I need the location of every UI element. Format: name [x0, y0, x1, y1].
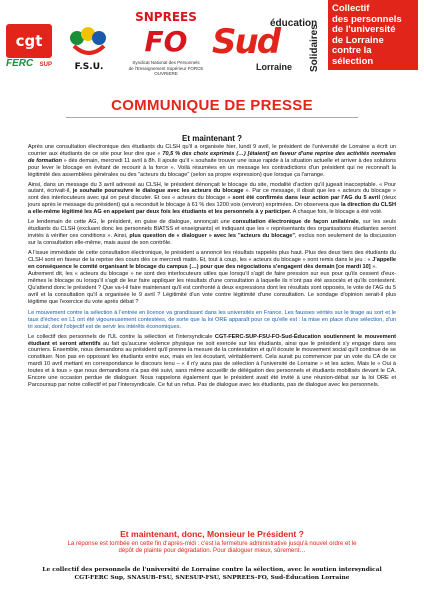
paragraph-text: ». — [370, 263, 377, 270]
fsu-emblem-icon — [68, 24, 110, 58]
collectif-line: de Lorraine — [332, 34, 384, 46]
collectif-line: Collectif — [332, 3, 370, 14]
sud-logo-word: Sud — [212, 22, 280, 62]
collectif-line: des personnels — [332, 13, 402, 25]
paragraph-emphasis: la direction du CLSH a elle-même légitimé les AG en appelant par deux fois les étudiants et les personnels à y participer. — [28, 202, 396, 216]
snprees-fo-logo — [126, 10, 206, 76]
collectif-logo — [328, 0, 418, 70]
footer-line: CGT-FERC Sup, SNASUB-FSU, SNESUP-FSU, SNPREES-FO, Sud-Éducation Lorraine — [74, 574, 350, 581]
fo-logo-mark: FO — [144, 25, 188, 58]
fo-logo-subtitle: de l'Enseignement Supérieur FORCE OUVRIERE — [128, 66, 204, 76]
paragraph-emphasis: plus question de « dialoguer » avec les "acteurs du blocage" — [129, 232, 296, 239]
paragraph-emphasis: 70,5 % des choix exprimés (…) [étaient] en faveur d'une reprise des activités normales de formation — [28, 150, 396, 164]
paragraph-emphasis: je souhaite poursuivre le dialogue avec les acteurs du blocage — [72, 188, 244, 195]
cgt-logo-mark: cgt — [6, 24, 52, 58]
closing-line: La réponse est tombée en cette fin d'après-midi : c'est la fermeture administrative jusqu'à nouvel ordre et le — [67, 540, 357, 547]
sud-logo-region: Lorraine — [256, 62, 293, 72]
sud-education-logo — [212, 14, 322, 76]
paragraph-text: , sur les seuls étudiants du CLSH (excluant donc les personnels BIATSS et enseignants) et indiquant que les « représentants des organisations étudiantes seront invités à vérifier ces conditions ». Ainsi, — [28, 219, 397, 239]
paragraph-text: » dès demain, mercredi 11 avril à 8h. Il ajoute qu'il « souhaite trouver une issue rapide à la situation actuelle et arriver à des solutions pour lever le blocage en évitant de recourir à la force ». Voilà résumées en un message les contradictions d'un président qui ne reconnaît la légitimité des assemblées générales ou des "acteurs du blocage" (selon sa propre expression) que lorsque ça l'arrange. — [28, 157, 396, 178]
paragraph-text: ». Par ce message, il disait que les « acteurs du blocage » sont des interlocuteurs avec qui on peut discuter. Et ces « acteurs du blocage » — [28, 188, 396, 202]
fsu-logo — [64, 24, 114, 76]
sud-logo-education: éducation — [270, 18, 318, 29]
paragraph-emphasis: sont été confirmés dans leur action par l'AG du 5 avril — [232, 195, 381, 202]
paragraph — [28, 219, 396, 247]
paragraph-text: Le lendemain de cette AG, le président, en guise de dialogue, annonçait une — [28, 219, 233, 226]
collectif-line: de l'université — [332, 24, 396, 35]
collectif-line: sélection — [332, 55, 374, 67]
paragraph — [28, 334, 396, 389]
cgt-logo-sup: SUP — [39, 62, 52, 68]
fo-logo-subtitle: Syndicat National des Personnels — [132, 60, 200, 65]
cgt-logo-ferc: FERC — [6, 58, 34, 69]
paragraph-text: Autrement dit, les « acteurs du blocage » ne sont des interlocuteurs utiles que lorsqu'il s'agit de faire pression sur eux pour qu'ils cessent d'eux-mêmes le blocage ou lorsqu'il s'agit de leur faire appliquer les résultats d'une consultation à laquelle ils n'ont pas été associés et qu'ils contestent. Qu'attend donc le président ? Que va-t-il faire maintenant qu'il est confronté à deux expressions dont les résultats sont opposés, le vote de l'AG du 5 avril et la consultation qu'il a organisée le 9 avril ? Légitimité d'un vote contre légitimité d'une consultation. Le sondage d'opinion serait-il plus légitime que l'exercice du vote après débat ? — [28, 271, 396, 306]
paragraph-text: (deux jours après le message du président) qui a reconduit le blocage à 61 % des 1200 voix (environ) exprimées. On observera que — [28, 195, 397, 209]
logo-bar — [0, 0, 424, 80]
paragraph: Le mouvement contre la sélection à l'entrée en licence va grandissant dans les universités en France. Les fausses vérités sur le tirage au sort et le taux d'échec en L1 ont été vigoureusement contestées, de sorte que la loi ORE apparaît pour ce qu'elle est : la mise en place d'une sélection, d'un tri social, dont l'objectif est de servir les intérêts économiques. — [28, 309, 396, 330]
paragraph-text: Ainsi, dans un message du 3 avril adressé au CLSH, le président dénonçait le blocage du site, modalité d'action qu'il jugeait inacceptable. « Pour autant, écrivait-il, — [28, 181, 396, 195]
paragraph-emphasis: CGT-FERC-SUP-FSU-FO-Sud-Éducation soutiennent le mouvement étudiant et seront attentifs — [28, 333, 396, 347]
footer-line: Le collectif des personnels de l'université de Lorraine contre la sélection, avec le soutien intersyndical — [42, 566, 382, 573]
cgt-logo — [6, 24, 52, 72]
paragraph — [28, 182, 396, 217]
fo-logo-title: SNPREES — [135, 10, 197, 24]
press-release-body — [28, 134, 396, 392]
paragraph-text: au fait qu'aucune violence physique ne soit exercée sur les étudiants, ainsi que le président s'y engage dans ses courriers. Ensemble, nous demandons au président qu'il prenne la mesure de la contestation et qu'il écoute le mouvement social qu'il continue de se constituer. Non pas en opposant les étudiants entre eux, mais en les écoutant, véritablement. Cela aurait pu commencer par un vote du CA de ce mardi 10 avril mettant en correspondance le discours tenu – « il n'y aura pas de sélection à l'université de Lorraine » et les actes. Mais le « Oui à toutes et à tous » que nous demandions n'a pas été suivi, sans même accueillir de délégation des personnels et étudiants mobilisés devant le CA. Encore une occasion perdue de dialoguer. Nous rappelons également que le président avait été invité à une réunion-débat sur la loi ORE et Parcoursup par notre collectif et par l'intersyndicale. Ce fut un refus. Pas de dialogue avec les étudiants, pas de dialogue avec les personnels. — [28, 340, 396, 388]
solidaires-text-icon — [308, 14, 320, 74]
paragraph-text: Le collectif des personnels de l'UL contre la sélection et l'intersyndicale — [28, 333, 215, 340]
signatories-footer — [20, 566, 404, 582]
page-title: COMMUNIQUE DE PRESSE — [111, 97, 313, 114]
closing-line: dépôt de plainte pour dégradation. Pour dialoguer mieux, sûrement… — [118, 547, 306, 554]
paragraph-text: A l'issue immédiate de cette consultation électronique, le président a annoncé les résultats rappelés plus haut. Plus des deux tiers des étudiants du CLSH sont en faveur de la reprise des cours dès ce mercredi matin. Et, tout à coup, les « acteurs du blocage » sont remis dans le jeu : « — [28, 249, 396, 263]
collectif-line: contre la — [332, 45, 372, 56]
svg-text:Solidaires: Solidaires — [309, 24, 320, 72]
paragraph-text: , exclus non seulement de la discussion sur la consultation elle-même, mais aussi de son contrôle. — [28, 232, 396, 246]
section-heading: Et maintenant ? — [181, 134, 242, 143]
paragraph — [28, 144, 396, 179]
paragraph — [28, 271, 396, 306]
paragraph-emphasis: J'appelle en conséquence le comité organisant le blocage du campus (…) pour que des négociations s'engagent dès demain [ce mardi 10] — [28, 256, 396, 270]
paragraph-text: Après une consultation électronique des étudiants du CLSH qu'il a organisée hier, lundi 9 avril, le président de l'université de Lorraine a écrit un courrier aux étudiants de ce site pour leur dire que « — [28, 144, 396, 157]
fsu-logo-text: F.S.U. — [74, 62, 104, 72]
paragraph — [28, 250, 396, 271]
closing-heading: Et maintenant, donc, Monsieur le Président ? — [120, 529, 304, 539]
title-divider — [66, 117, 358, 118]
closing-section — [20, 529, 404, 554]
paragraph-text: A chaque fois, le blocage a été voté. — [291, 209, 383, 216]
paragraph-emphasis: consultation électronique de façon unilatérale — [232, 219, 359, 226]
